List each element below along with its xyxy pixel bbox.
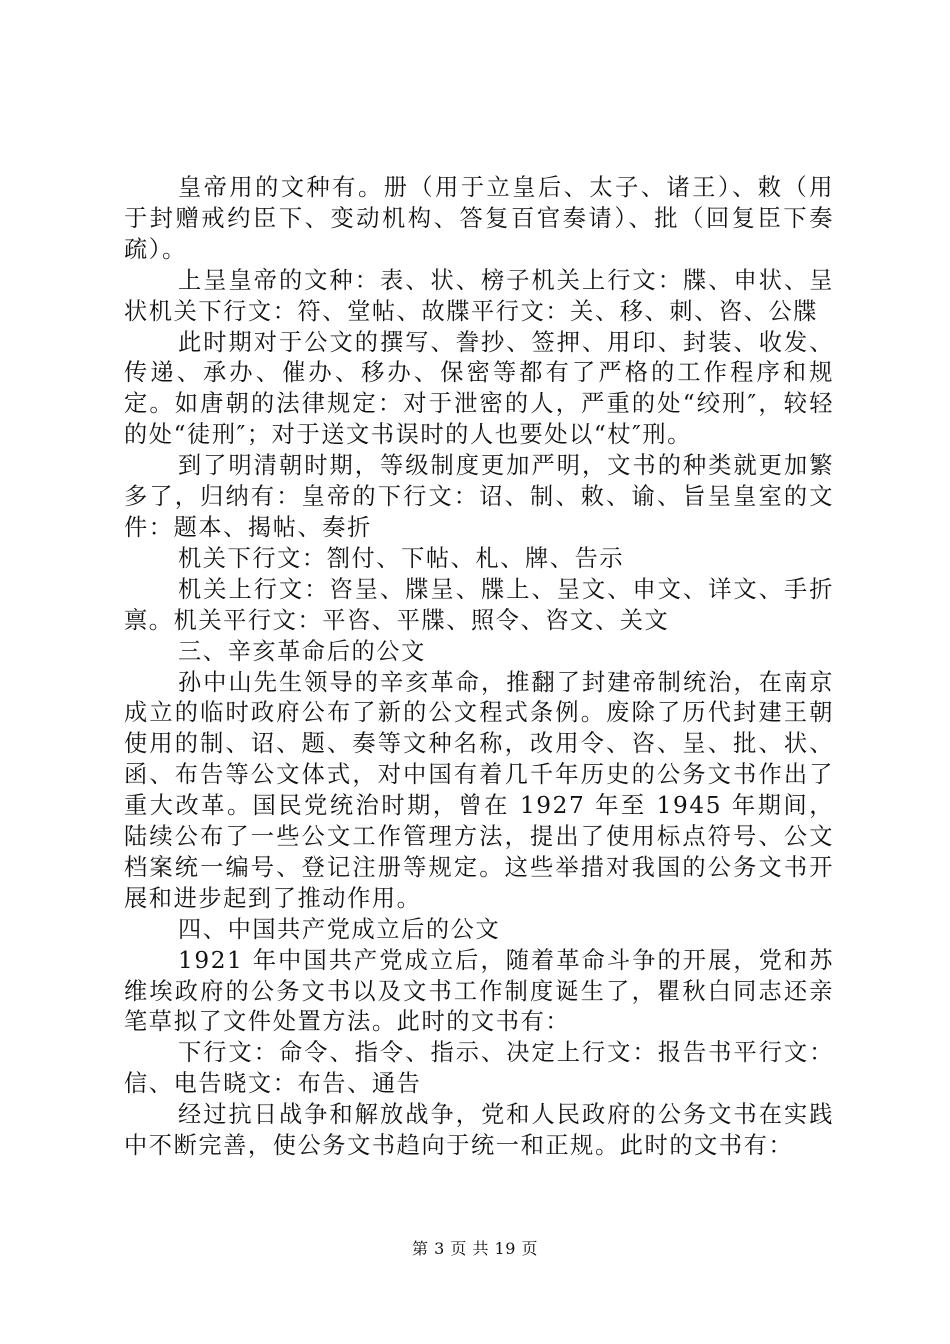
paragraph-upward-parallel-documents: 机关上行文：咨呈、牒呈、牒上、呈文、申文、详文、手折禀。机关平行文：平咨、平牒、照令、咨文、关文: [124, 575, 834, 634]
paragraph-imperial-document-types: 皇帝用的文种有。册（用于立皇后、太子、诸王）、敕（用于封赠戒约臣下、变动机构、答复百官奏请）、批（回复臣下奏疏）。: [124, 174, 834, 263]
paragraph-ccp-founding: 1921 年中国共产党成立后，随着革命斗争的开展，党和苏维埃政府的公务文书以及文书工作制度诞生了，瞿秋白同志还亲笔草拟了文件处置方法。此时的文书有：: [124, 946, 834, 1036]
section-heading-xinhai: 三、辛亥革命后的公文: [178, 637, 426, 665]
paragraph-xinhai-reform: 孙中山先生领导的辛亥革命，推翻了封建帝制统治，在南京成立的临时政府公布了新的公文程式条例。废除了历代封建王朝使用的制、诏、题、奏等文种名称，改用令、咨、呈、批、状、函、布告等公文体式，对中国有着几千年历史的公务文书作出了重大改革。国民党统治时期，曾在 1927 年至 1945 年期间，陆续公布了一些公文工作管理方法，提出了使用标点符号、公文档案统一编号、登记注册等规定。这些举措对我国的公务文书开展和进步起到了推动作用。: [124, 668, 834, 912]
paragraph-ming-qing: 到了明清朝时期，等级制度更加严明，文书的种类就更加繁多了，归纳有：皇帝的下行文：诏、制、敕、谕、旨呈皇室的文件：题本、揭帖、奏折: [124, 452, 834, 541]
document-body: [124, 173, 834, 1162]
paragraph-downward-documents: 机关下行文：劄付、下帖、札、牌、告示: [178, 544, 625, 572]
section-heading-ccp: 四、中国共产党成立后的公文: [178, 915, 501, 943]
paragraph-war-period: 经过抗日战争和解放战争，党和人民政府的公务文书在实践中不断完善，使公务文书趋向于统一和正规。此时的文书有：: [124, 1101, 834, 1160]
paragraph-work-procedures: 此时期对于公文的撰写、誊抄、签押、用印、封装、收发、传递、承办、催办、移办、保密等都有了严格的工作程序和规定。如唐朝的法律规定：对于泄密的人，严重的处“绞刑″，较轻的处“徒刑″；对于送文书误时的人也要处以“杖″刑。: [124, 328, 834, 449]
paragraph-memorial-types: 上呈皇帝的文种：表、状、榜子机关上行文：牒、申状、呈状机关下行文：符、堂帖、故牒平行文：关、移、刺、咨、公牒: [124, 266, 834, 325]
page-footer: 第 3 页 共 19 页: [412, 1239, 538, 1258]
paragraph-ccp-document-types: 下行文：命令、指令、指示、决定上行文：报告书平行文：信、电告晓文：布告、通告: [124, 1039, 834, 1098]
